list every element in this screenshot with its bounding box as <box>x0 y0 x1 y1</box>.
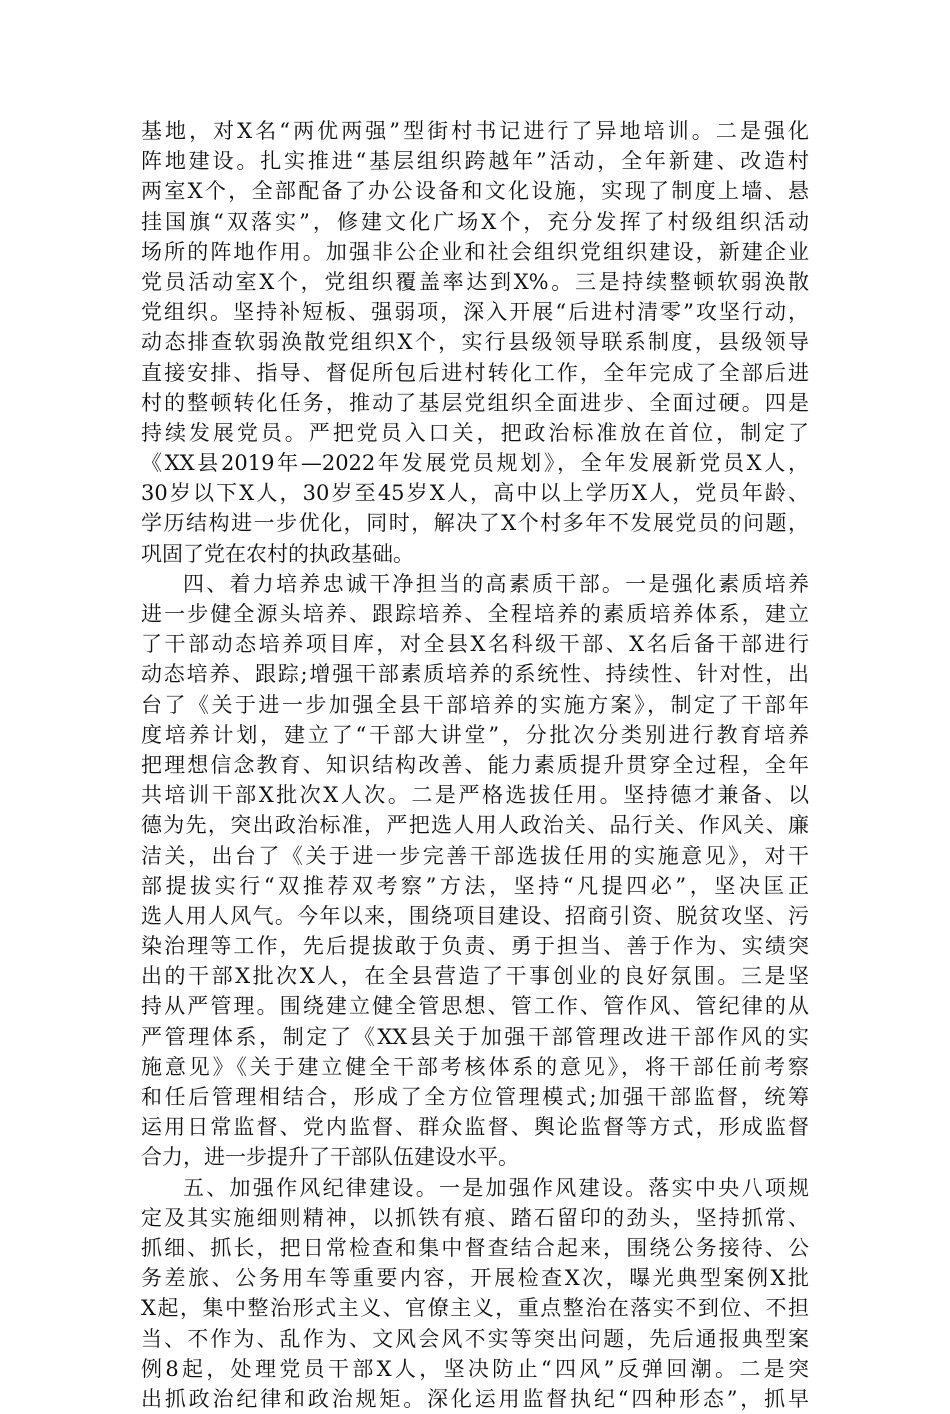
text-line: 了干部动态培养项目库，对全县X名科级干部、X名后备干部进行 <box>141 632 809 657</box>
text-line: 例8起，处理党员干部X人，坚决防止“四风”反弹回潮。二是突 <box>141 1356 809 1381</box>
text-line: 部提拔实行“双推荐双考察”方法，坚持“凡提四必”，坚决匡正 <box>141 873 809 898</box>
text-line: 洁关，出台了《关于进一步完善干部选拔任用的实施意见》，对干 <box>141 843 809 868</box>
text-line: 定及其实施细则精神，以抓铁有痕、踏石留印的劲头，坚持抓常、 <box>141 1205 809 1230</box>
text-line: 运用日常监督、党内监督、群众监督、舆论监督等方式，形成监督 <box>141 1115 809 1140</box>
text-line: 当、不作为、乱作为、文风会风不实等突出问题，先后通报典型案 <box>141 1326 809 1351</box>
text-line: 两室X个，全部配备了办公设备和文化设施，实现了制度上墙、悬 <box>141 179 809 204</box>
text-line: 党组织。坚持补短板、强弱项，深入开展“后进村清零”攻坚行动， <box>141 300 809 325</box>
paragraph-first-line: 四、着力培养忠诚干净担当的高素质干部。一是强化素质培养 <box>183 571 809 596</box>
text-line: 施意见》《关于建立健全干部考核体系的意见》，将干部任前考察 <box>141 1054 809 1079</box>
text-line: 严管理体系，制定了《XX县关于加强干部管理改进干部作风的实 <box>141 1024 809 1049</box>
text-line: 抓细、抓长，把日常检查和集中督查结合起来，围绕公务接待、公 <box>141 1235 809 1260</box>
text-line: 30岁以下X人，30岁至45岁X人，高中以上学历X人，党员年龄、 <box>141 481 809 506</box>
text-line: 基地，对X名“两优两强”型街村书记进行了异地培训。二是强化 <box>141 119 809 143</box>
text-line: 学历结构进一步优化，同时，解决了X个村多年不发展党员的问题， <box>141 511 809 536</box>
text-line: 台了《关于进一步加强全县干部培养的实施方案》，制定了干部年 <box>141 692 809 717</box>
text-line: 度培养计划，建立了“干部大讲堂”，分批次分类别进行教育培养 <box>141 722 809 747</box>
text-line: 阵地建设。扎实推进“基层组织跨越年”活动，全年新建、改造村 <box>141 149 809 174</box>
text-line: 持从严管理。围绕建立健全管思想、管工作、管作风、管纪律的从 <box>141 994 809 1019</box>
text-line: 挂国旗“双落实”，修建文化广场X个，充分发挥了村级组织活动 <box>141 209 809 234</box>
text-line: 出的干部X批次X人，在全县营造了干事创业的良好氛围。三是坚 <box>141 964 809 989</box>
text-line: 巩固了党在农村的执政基础。 <box>141 541 414 566</box>
text-line: 出抓政治纪律和政治规矩。深化运用监督执纪“四种形态”，抓早 <box>141 1386 809 1411</box>
text-line: 共培训干部X批次X人次。二是严格选拔任用。坚持德才兼备、以 <box>141 783 809 808</box>
text-line: 《XX县2019年—2022年发展党员规划》，全年发展新党员X人， <box>141 451 809 476</box>
document-body <box>141 116 809 1414</box>
text-line: 动态培养、跟踪;增强干部素质培养的系统性、持续性、针对性，出 <box>141 662 809 687</box>
text-line: 务差旅、公务用车等重要内容，开展检查X次，曝光典型案例X批 <box>141 1266 809 1291</box>
text-line: 把理想信念教育、知识结构改善、能力素质提升贯穿全过程，全年 <box>141 752 809 777</box>
text-line: 持续发展党员。严把党员入口关，把政治标准放在首位，制定了 <box>141 420 809 445</box>
text-line: 德为先，突出政治标准，严把选人用人政治关、品行关、作风关、廉 <box>141 813 809 838</box>
text-line: 场所的阵地作用。加强非公企业和社会组织党组织建设，新建企业 <box>141 239 809 264</box>
text-line: 党员活动室X个，党组织覆盖率达到X%。三是持续整顿软弱涣散 <box>141 269 809 294</box>
paragraph-first-line: 五、加强作风纪律建设。一是加强作风建设。落实中央八项规 <box>183 1175 809 1200</box>
text-line: 动态排查软弱涣散党组织X个，实行县级领导联系制度，县级领导 <box>141 330 809 355</box>
text-line: 染治理等工作，先后提拔敢于负责、勇于担当、善于作为、实绩突 <box>141 934 809 959</box>
text-line: 选人用人风气。今年以来，围绕项目建设、招商引资、脱贫攻坚、污 <box>141 903 809 928</box>
text-line: 直接安排、指导、督促所包后进村转化工作，全年完成了全部后进 <box>141 360 809 385</box>
text-line: 村的整顿转化任务，推动了基层党组织全面进步、全面过硬。四是 <box>141 390 809 415</box>
text-line: 合力，进一步提升了干部队伍建设水平。 <box>141 1145 519 1170</box>
text-line: X起，集中整治形式主义、官僚主义，重点整治在落实不到位、不担 <box>141 1296 809 1321</box>
text-line: 和任后管理相结合，形成了全方位管理模式;加强干部监督，统筹 <box>141 1085 809 1109</box>
text-line: 进一步健全源头培养、跟踪培养、全程培养的素质培养体系，建立 <box>141 602 809 626</box>
